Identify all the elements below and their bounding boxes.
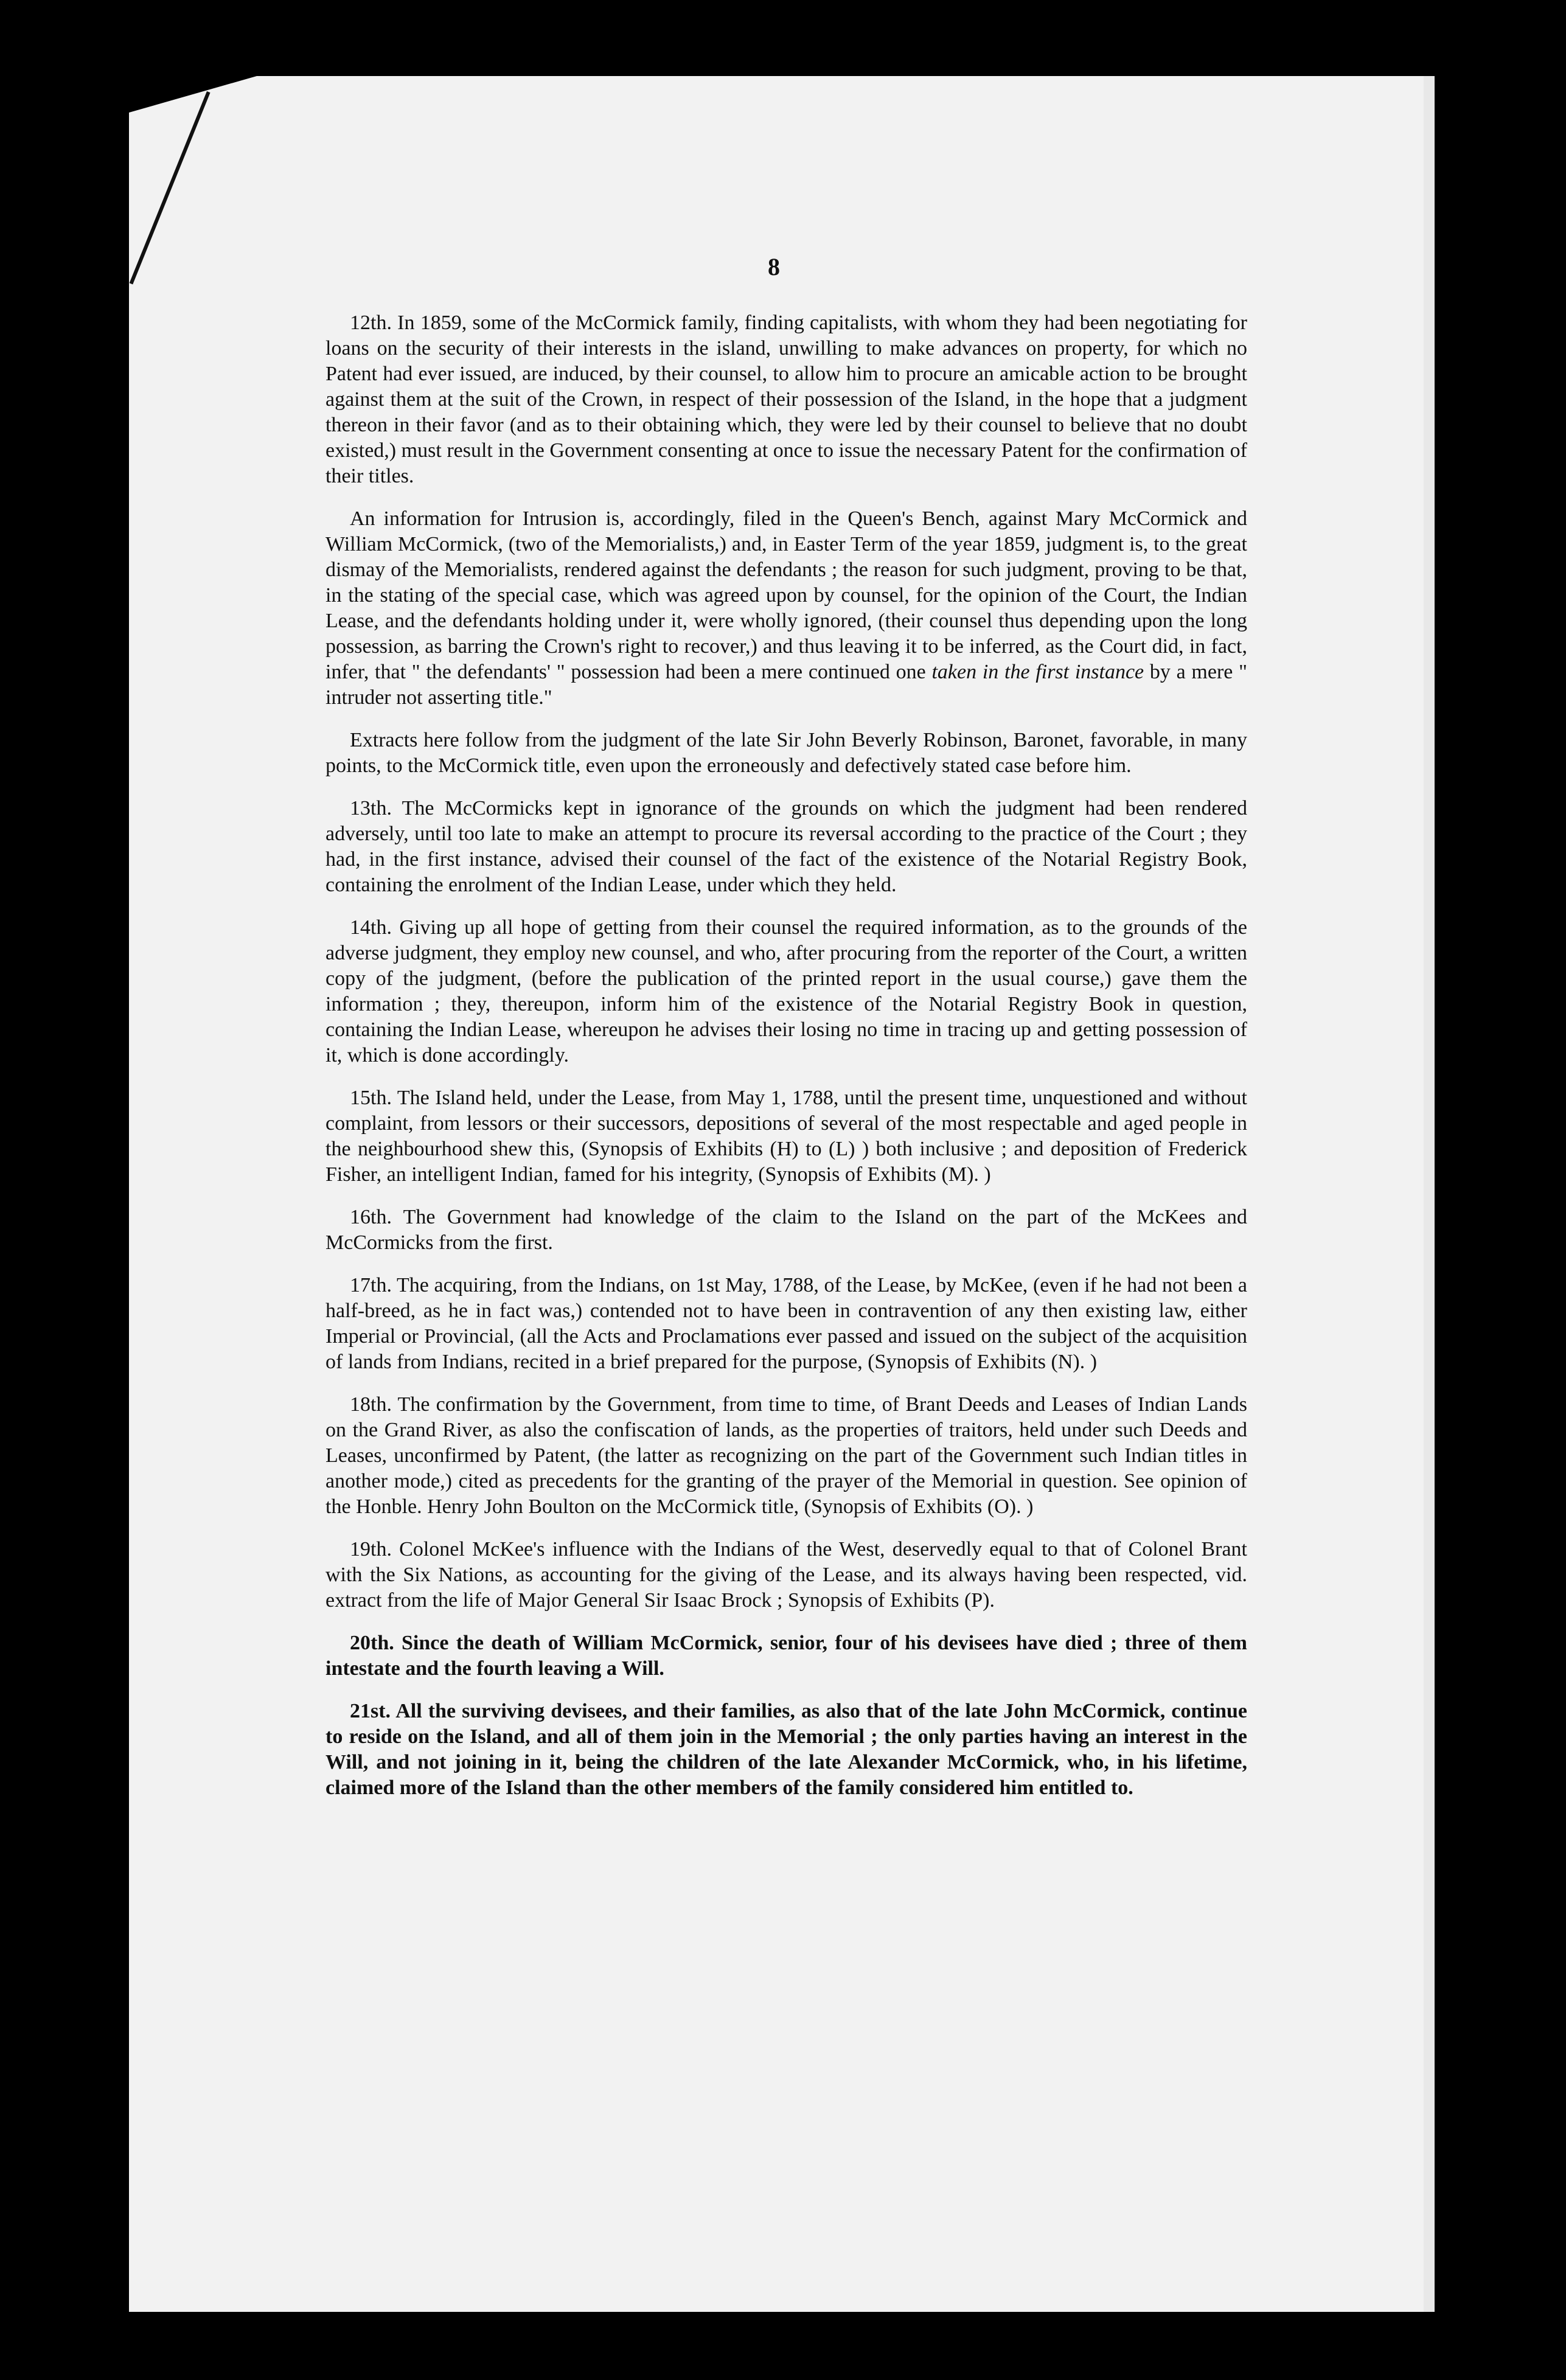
- paragraph-17th: 17th. The acquiring, from the Indians, on 1st May, 1788, of the Lease, by McKee, (even if he had not been a half-breed, as he in fact was,) contended not to have been in contravention of any then existing law, either Imperial or Provincial, (all the Acts and Proclamations ever passed and issued on the subject of the acquisition of lands from Indians, recited in a brief prepared for the purpose, (Synopsis of Exhibits (N). ): [325, 1274, 1247, 1373]
- paragraph-12th: 12th. In 1859, some of the McCormick family, finding capitalists, with whom they had been negotiating for loans on the security of their interests in the island, unwilling to make advances on property, for which no Patent had ever issued, are induced, by their counsel, to allow him to procure an amicable action to be brought against them at the suit of the Crown, in respect of their possession of the Island, in the hope that a judgment thereon in their favor (and as to their obtaining which, they were led by their counsel to believe that no doubt existed,) must result in the Government consenting at once to issue the necessary Patent for the confirmation of their titles.: [325, 311, 1247, 487]
- paragraph-21st: 21st. All the surviving devisees, and their families, as also that of the late John McCormick, continue to reside on the Island, and all of them join in the Memorial ; the only parties having an interest in the Will, and not joining in it, being the children of the late Alexander McCormick, who, in his lifetime, claimed more of the Island than the other members of the family considered him entitled to.: [325, 1700, 1247, 1799]
- page-edge: [1424, 76, 1435, 2312]
- paragraph-text: An information for Intrusion is, accordingly, filed in the Queen's Bench, against Mary McCormick and William McCormick, (two of the Memorialists,) and, in Easter Term of the year 1859, judgment is, to the great dismay of the Memorialists, rendered against the defendants ; the reason for such judgment, proving to be that, in the stating of the special case, which was agreed upon by counsel, for the opinion of the Court, the Indian Lease, and the defendants holding under it, were wholly ignored, (their counsel thus depending upon the long possession, as barring the Crown's right to recover,) and thus leaving it to be inferred, as the Court did, in fact, infer, that " the defendants' " possession had been a mere continued one: [325, 507, 1247, 683]
- paragraph-19th: 19th. Colonel McKee's influence with the Indians of the West, deservedly equal to that of Colonel Brant with the Six Nations, as accounting for the giving of the Lease, and its always having been respected, vid. extract from the life of Major General Sir Isaac Brock ; Synopsis of Exhibits (P).: [325, 1538, 1247, 1612]
- paragraph-15th: 15th. The Island held, under the Lease, from May 1, 1788, until the present time, unquestioned and without complaint, from lessors or their successors, depositions of several of the most respectable and aged people in the neighbourhood shew this, (Synopsis of Exhibits (H) to (L) ) both inclusive ; and deposition of Frederick Fisher, an intelligent Indian, famed for his integrity, (Synopsis of Exhibits (M). ): [325, 1087, 1247, 1186]
- italic-phrase: taken in the first instance: [931, 661, 1144, 683]
- paragraph-tail: by a mere " intruder not asserting title.": [325, 661, 1247, 709]
- paragraph-18th: 18th. The confirmation by the Government, from time to time, of Brant Deeds and Leases of Indian Lands on the Grand River, as also the confiscation of lands, as the properties of traitors, held under such Deeds and Leases, unconfirmed by Patent, (the latter as recognizing on the part of the Government such Indian titles in another mode,) cited as precedents for the granting of the prayer of the Memorial in question. See opinion of the Honble. Henry John Boulton on the McCormick title, (Synopsis of Exhibits (O). ): [325, 1393, 1247, 1518]
- paragraph-13th: 13th. The McCormicks kept in ignorance of the grounds on which the judgment had been rendered adversely, until too late to make an attempt to procure its reversal according to the practice of the Court ; they had, in the first instance, advised their counsel of the fact of the existence of the Notarial Registry Book, containing the enrolment of the Indian Lease, under which they held.: [325, 797, 1247, 896]
- paragraph-20th: 20th. Since the death of William McCormick, senior, four of his devisees have died ; three of them intestate and the fourth leaving a Will.: [325, 1632, 1247, 1680]
- page-number: 8: [768, 253, 780, 280]
- paragraph-14th: 14th. Giving up all hope of getting from their counsel the required information, as to the grounds of the adverse judgment, they employ new counsel, and who, after procuring from the reporter of the Court, a written copy of the judgment, (before the publication of the printed report in the usual course,) gave them the information ; they, thereupon, inform him of the existence of the Notarial Registry Book in question, containing the Indian Lease, whereupon he advises their losing no time in tracing up and getting possession of it, which is done accordingly.: [325, 916, 1247, 1066]
- body-text: [325, 310, 1247, 1818]
- paragraph-16th: 16th. The Government had knowledge of the claim to the Island on the part of the McKees and McCormicks from the first.: [325, 1206, 1247, 1254]
- paragraph-information-intrusion: [325, 506, 1247, 711]
- paragraph-extracts: Extracts here follow from the judgment of the late Sir John Beverly Robinson, Baronet, favorable, in many points, to the McCormick title, even upon the erroneously and defectively stated case before him.: [325, 729, 1247, 777]
